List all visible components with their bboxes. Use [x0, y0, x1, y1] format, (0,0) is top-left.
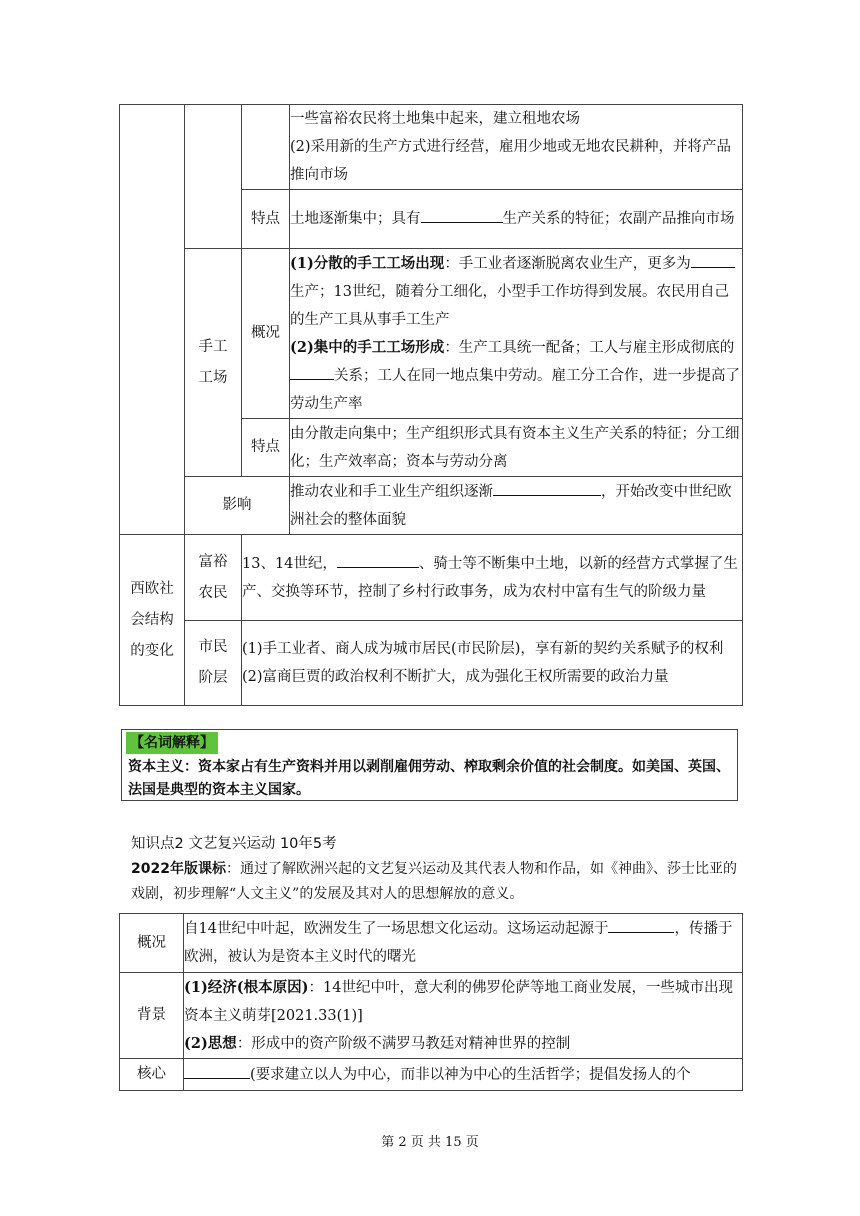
- background-label: 背景: [120, 973, 184, 1059]
- blank-field[interactable]: [337, 553, 419, 568]
- workshop-p1-heading: (1)分散的手工工场出现: [290, 254, 445, 272]
- farm-line2: (2)采用新的生产方式进行经营，雇用少地或无地农民耕种，并将产品推向市场: [290, 139, 732, 183]
- citizen-line2: (2)富商巨贾的政治权利不断扩大，成为强化王权所需要的政治力量: [242, 669, 669, 685]
- curriculum-standard-label: 2022年版课标: [131, 861, 226, 877]
- overview-post: ，传播于欧洲，被认为是资本主义时代的曙光: [184, 921, 733, 965]
- farm-overview-cell: [290, 105, 743, 190]
- blank-field[interactable]: [184, 1064, 250, 1079]
- curriculum-standard-text: ：通过了解欧洲兴起的文艺复兴运动及其代表人物和作品，如《神曲》、莎士比亚的戏剧，初步理解“人文主义”的发展及其对人的思想解放的意义。: [131, 861, 737, 902]
- empty-subsection-cell: [185, 105, 242, 249]
- impact-pre: 推动农业和手工业生产组织逐渐: [290, 483, 493, 500]
- citizen-cell: [242, 621, 743, 706]
- section-title: 知识点2 文艺复兴运动 10年5考: [131, 836, 337, 852]
- empty-section-cell: [120, 105, 185, 535]
- workshop-overview-label: 概况: [242, 249, 290, 419]
- impact-label: 影响: [185, 477, 290, 535]
- overview-cell: [184, 914, 743, 973]
- glossary-term: 资本主义：: [128, 759, 198, 775]
- blank-field[interactable]: [608, 918, 674, 933]
- farm-feature-post: 生产关系的特征；农副产品推向市场: [502, 211, 735, 227]
- page-footer: 第 2 页 共 15 页: [381, 1135, 479, 1150]
- background-p2: [184, 1030, 742, 1058]
- workshop-p2-heading: (2)集中的手工工场形成: [290, 338, 445, 356]
- glossary-box: [121, 729, 738, 801]
- farm-line1: 一些富裕农民将土地集中起来，建立租地农场: [290, 111, 580, 127]
- rich-farmer-pre: 13、14世纪，: [242, 555, 337, 572]
- workshop-feature-label: 特点: [242, 419, 290, 477]
- background-cell: [184, 973, 743, 1059]
- background-p1-text: ：14世纪中叶，意大利的佛罗伦萨等地工商业发展，一些城市出现资本主义萌芽[2021.33(1)]: [184, 979, 733, 1024]
- workshop-section-label: 手工工场: [185, 249, 242, 477]
- core-cell: [184, 1059, 743, 1091]
- workshop-p1: [290, 250, 742, 334]
- renaissance-table: [119, 913, 743, 1091]
- glossary-text: 资本家占有生产资料并用以剥削雇佣劳动、榨取剩余价值的社会制度。如美国、英国、法国是典型的资本主义国家。: [128, 759, 730, 798]
- farm-feature-cell: [290, 190, 743, 249]
- rich-farmer-label: 富裕农民: [185, 535, 242, 621]
- background-p2-text: ：形成中的资产阶级不满罗马教廷对精神世界的控制: [236, 1035, 571, 1052]
- social-structure-label: 西欧社会结构的变化: [120, 535, 185, 706]
- overview-pre: 自14世纪中叶起，欧洲发生了一场思想文化运动。这场运动起源于: [184, 921, 609, 937]
- blank-field[interactable]: [691, 253, 735, 268]
- workshop-p1-b: 生产；13世纪，随着分工细化，小型手工作坊得到发展。农民用自己的生产工具从事手工生产: [290, 283, 729, 328]
- workshop-feature-cell: 由分散走向集中；生产组织形式具有资本主义生产关系的特征；分工细化；生产效率高；资本与劳动分离: [290, 419, 743, 477]
- overview-label: 概况: [120, 914, 184, 973]
- farm-feature-label: 特点: [242, 190, 290, 249]
- empty-label-cell: [242, 105, 290, 190]
- workshop-p2-b: 关系；工人在同一地点集中劳动。雇工分工合作，进一步提高了劳动生产率: [290, 367, 740, 412]
- glossary-body: [122, 754, 737, 804]
- blank-field[interactable]: [493, 481, 601, 496]
- glossary-title: 【名词解释】: [126, 732, 218, 754]
- impact-post: ，开始改变中世纪欧洲社会的整体面貌: [290, 483, 732, 528]
- farm-feature-pre: 土地逐渐集中；具有: [290, 211, 421, 227]
- blank-field[interactable]: [421, 208, 503, 223]
- rich-farmer-post: 、骑士等不断集中土地，以新的经营方式掌握了生产、交换等环节，控制了乡村行政事务，成为农村中富有生气的阶级力量: [242, 555, 738, 600]
- blank-field[interactable]: [290, 365, 334, 380]
- core-label: 核心: [120, 1059, 184, 1091]
- background-p2-heading: (2)思想: [184, 1034, 237, 1052]
- workshop-p2: [290, 334, 742, 418]
- workshop-p2-a: ：生产工具统一配备；工人与雇主形成彻底的: [444, 339, 735, 356]
- core-text: (要求建立以人为中心，而非以神为中心的生活哲学；提倡发扬人的个: [250, 1066, 691, 1083]
- citizen-line1: (1)手工业者、商人成为城市居民(市民阶层)，享有新的契约关系赋予的权利: [242, 641, 724, 657]
- workshop-p1-a: ：手工业者逐渐脱离农业生产，更多为: [444, 255, 691, 272]
- impact-cell: [290, 477, 743, 535]
- citizen-label: 市民阶层: [185, 621, 242, 706]
- structure-table: [119, 104, 743, 706]
- rich-farmer-cell: [242, 535, 743, 621]
- background-p1-heading: (1)经济(根本原因): [184, 978, 309, 996]
- curriculum-standard: [131, 857, 741, 907]
- background-p1: [184, 974, 742, 1030]
- workshop-overview-cell: [290, 249, 743, 419]
